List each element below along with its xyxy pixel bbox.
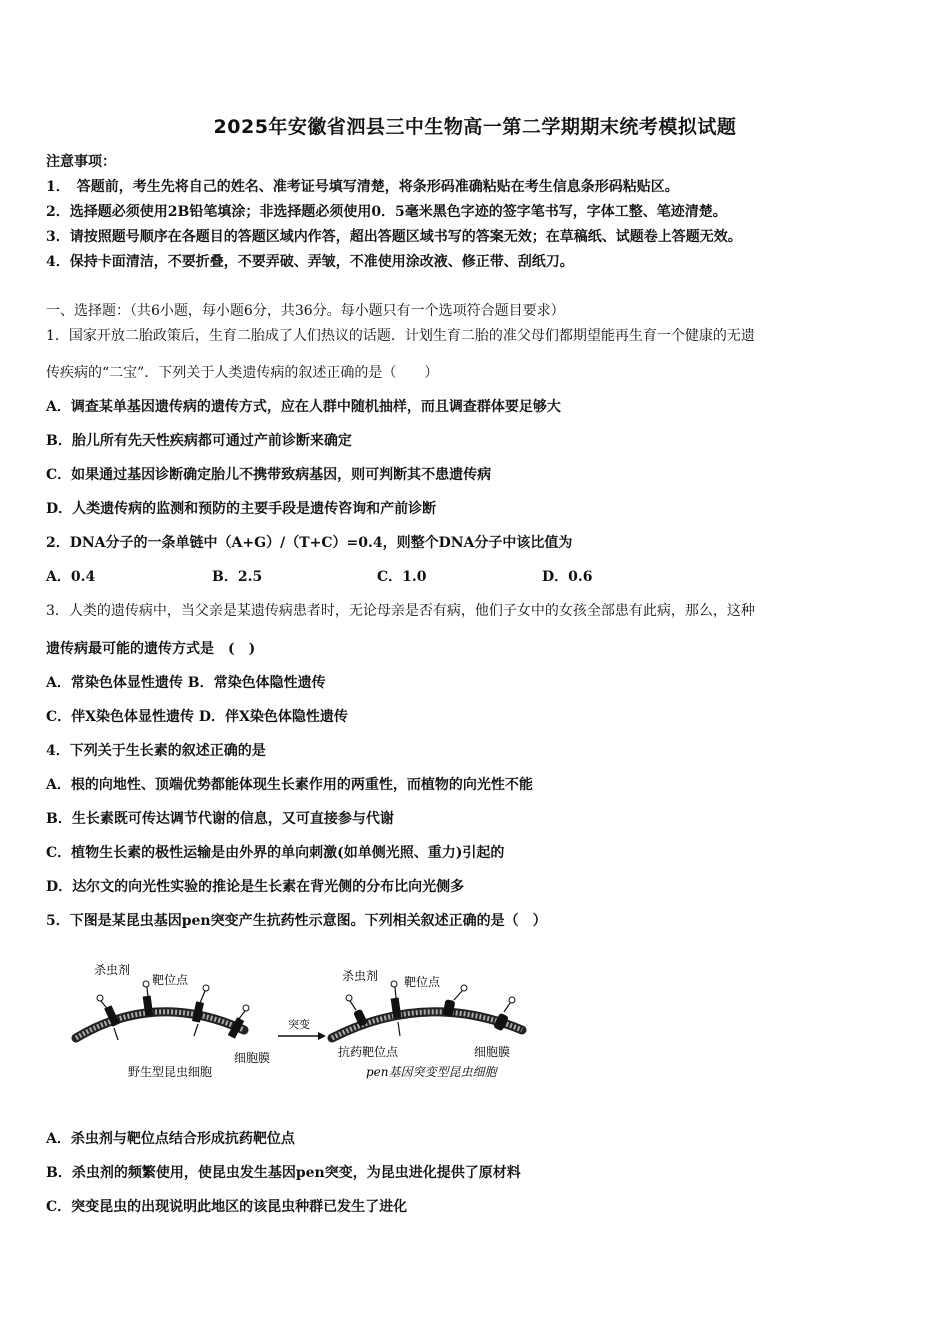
q2-stem: 2．DNA分子的一条单链中（A+G）/（T+C）=0.4，则整个DNA分子中该比值为 bbox=[46, 535, 573, 551]
q4-stem: 4．下列关于生长素的叙述正确的是 bbox=[46, 743, 266, 759]
q4-option-b: B．生长素既可传达调节代谢的信息，又可直接参与代谢 bbox=[46, 811, 394, 827]
q2-options bbox=[46, 567, 746, 587]
q2-option-a: A．0.4 bbox=[46, 569, 96, 585]
right-insecticide-label: 杀虫剂 bbox=[342, 969, 379, 983]
left-membrane-label: 细胞膜 bbox=[234, 1051, 271, 1065]
q5-option-c: C．突变昆虫的出现说明此地区的该昆虫种群已发生了进化 bbox=[46, 1199, 408, 1215]
left-insecticide-label: 杀虫剂 bbox=[94, 963, 131, 977]
q1-option-d: D．人类遗传病的监测和预防的主要手段是遗传咨询和产前诊断 bbox=[46, 501, 437, 517]
q1-option-c: C．如果通过基因诊断确定胎儿不携带致病基因，则可判断其不患遗传病 bbox=[46, 467, 492, 483]
q1-option-b: B．胎儿所有先天性疾病都可通过产前诊断来确定 bbox=[46, 433, 352, 449]
q2-option-b: B．2.5 bbox=[212, 569, 263, 585]
right-resistant-label: 抗药靶位点 bbox=[338, 1045, 399, 1059]
mutation-arrow bbox=[278, 1032, 326, 1040]
page-title: 2025年安徽省泗县三中生物高一第二学期期末统考模拟试题 bbox=[213, 116, 737, 138]
notice-item-4: 4．保持卡面清洁，不要折叠，不要弄破、弄皱，不准使用涂改液、修正带、刮纸刀。 bbox=[46, 254, 574, 270]
q3-stem-line1: 3．人类的遗传病中，当父亲是某遗传病患者时，无论母亲是否有病，他们子女中的女孩全部患有此病，那么，这种 bbox=[46, 603, 755, 619]
q4-option-a: A．根的向地性、顶端优势都能体现生长素作用的两重性，而植物的向光性不能 bbox=[46, 777, 533, 793]
right-membrane-label: 细胞膜 bbox=[474, 1045, 511, 1059]
right-target-label: 靶位点 bbox=[404, 975, 441, 989]
notice-item-2: 2．选择题必须使用2B铅笔填涂；非选择题必须使用0．5毫米黑色字迹的签字笔书写，字体工整、笔迹清楚。 bbox=[46, 204, 727, 220]
q5-option-a: A．杀虫剂与靶位点结合形成抗药靶位点 bbox=[46, 1131, 295, 1147]
left-caption: 野生型昆虫细胞 bbox=[128, 1065, 213, 1079]
notice-item-1: 1． 答题前，考生先将自己的姓名、准考证号填写清楚，将条形码准确粘贴在考生信息条形码粘贴区。 bbox=[46, 179, 679, 195]
q2-option-d: D．0.6 bbox=[542, 569, 593, 585]
notice-item-3: 3．请按照题号顺序在各题目的答题区域内作答，超出答题区域书写的答案无效；在草稿纸、试题卷上答题无效。 bbox=[46, 229, 742, 245]
q1-stem-line1: 1．国家开放二胎政策后，生育二胎成了人们热议的话题．计划生育二胎的准父母们都期望能再生育一个健康的无遗 bbox=[46, 328, 755, 344]
mutant-membrane bbox=[332, 981, 522, 1038]
q1-stem-line2: 传疾病的“二宝”．下列关于人类遗传病的叙述正确的是（ ） bbox=[46, 365, 439, 381]
q5-stem: 5．下图是某昆虫基因pen突变产生抗药性示意图。下列相关叙述正确的是（ ） bbox=[46, 913, 547, 929]
q2-option-c: C．1.0 bbox=[377, 569, 427, 585]
q4-option-d: D．达尔文的向光性实验的推论是生长素在背光侧的分布比向光侧多 bbox=[46, 879, 465, 895]
q3-options-ab: A．常染色体显性遗传 B．常染色体隐性遗传 bbox=[46, 675, 326, 691]
q3-stem-line2: 遗传病最可能的遗传方式是 ( ) bbox=[46, 641, 256, 657]
q5-option-b: B．杀虫剂的频繁使用，使昆虫发生基因pen突变，为昆虫进化提供了原材料 bbox=[46, 1165, 521, 1181]
right-caption: pen基因突变型昆虫细胞 bbox=[366, 1065, 497, 1079]
pen-mutation-figure bbox=[66, 960, 536, 1085]
section-header: 一、选择题：（共6小题，每小题6分，共36分。每小题只有一个选项符合题目要求） bbox=[46, 303, 565, 319]
left-target-label: 靶位点 bbox=[152, 973, 189, 987]
arrow-label: 突变 bbox=[288, 1018, 310, 1031]
q1-option-a: A．调查某单基因遗传病的遗传方式，应在人群中随机抽样，而且调查群体要足够大 bbox=[46, 399, 561, 415]
q4-option-c: C．植物生长素的极性运输是由外界的单向刺激(如单侧光照、重力)引起的 bbox=[46, 845, 505, 861]
wild-type-membrane bbox=[76, 981, 249, 1040]
notice-heading: 注意事项： bbox=[46, 154, 116, 170]
q3-options-cd: C．伴X染色体显性遗传 D．伴X染色体隐性遗传 bbox=[46, 709, 348, 725]
